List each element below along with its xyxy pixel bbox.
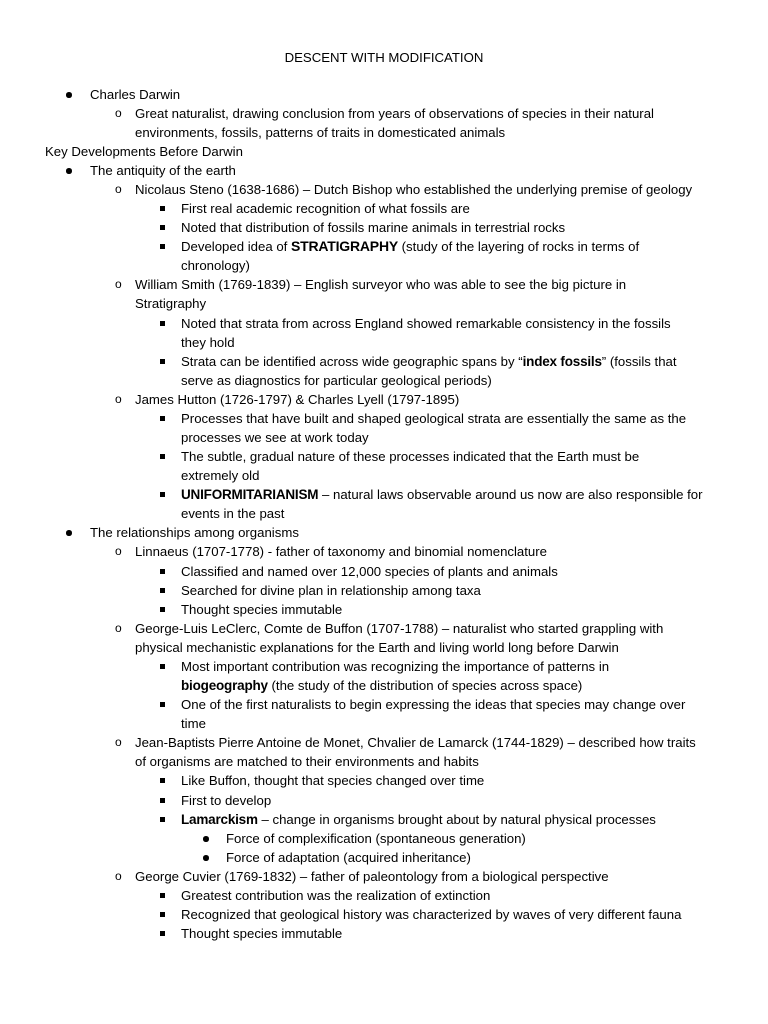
- item-text: The subtle, gradual nature of these processes indicated that the Earth must be: [181, 449, 640, 464]
- item-text-part: – natural laws observable around us now are also responsible for: [318, 487, 703, 502]
- item-text: of organisms are matched to their environments and habits: [135, 754, 479, 769]
- item-text: processes we see at work today: [181, 430, 369, 445]
- list-item: [0, 314, 768, 333]
- item-text: [181, 352, 677, 371]
- list-item: [0, 390, 768, 409]
- list-item: [0, 562, 768, 581]
- item-text: George-Luis LeClerc, Comte de Buffon (1707-1788) – naturalist who started grappling with: [135, 621, 664, 636]
- list-item: [0, 657, 768, 676]
- square-bullet-icon: [160, 359, 165, 364]
- item-text-part: ” (fossils that: [601, 354, 677, 369]
- list-item: [0, 581, 768, 600]
- item-text: [181, 485, 702, 504]
- item-text: Noted that distribution of fossils marine animals in terrestrial rocks: [181, 220, 566, 235]
- circle-bullet-icon: o: [115, 392, 122, 406]
- list-item-continuation: [0, 123, 768, 142]
- list-item: [0, 810, 768, 829]
- item-text: Classified and named over 12,000 species of plants and animals: [181, 564, 558, 579]
- keyword: STRATIGRAPHY: [290, 238, 398, 254]
- square-bullet-icon: [160, 664, 165, 669]
- circle-bullet-icon: o: [115, 106, 122, 120]
- bullet-icon: [66, 168, 72, 174]
- bullet-icon: [66, 92, 72, 98]
- list-item-continuation: [0, 466, 768, 485]
- list-item: [0, 771, 768, 790]
- list-item: [0, 829, 768, 848]
- item-text: they hold: [181, 335, 235, 350]
- item-text: First real academic recognition of what fossils are: [181, 201, 470, 216]
- square-bullet-icon: [160, 492, 165, 497]
- item-text: James Hutton (1726-1797) & Charles Lyell (1797-1895): [135, 392, 460, 407]
- list-item: [0, 523, 768, 542]
- keyword: Lamarckism: [181, 812, 258, 827]
- square-bullet-icon: [160, 206, 165, 211]
- item-text: environments, fossils, patterns of traits in domesticated animals: [135, 125, 506, 140]
- list-item-continuation: [0, 371, 768, 390]
- list-item: [0, 352, 768, 371]
- list-item: [0, 600, 768, 619]
- circle-bullet-icon: o: [115, 735, 122, 749]
- item-text: [181, 676, 582, 695]
- item-text-part: – change in organisms brought about by natural physical processes: [257, 812, 656, 827]
- item-text: The relationships among organisms: [90, 525, 299, 540]
- list-item: [0, 867, 768, 886]
- bullet-icon: [66, 530, 72, 536]
- square-bullet-icon: [160, 225, 165, 230]
- heading-text: Key Developments Before Darwin: [45, 144, 243, 159]
- list-item: [0, 924, 768, 943]
- bullet-icon: [203, 836, 209, 842]
- square-bullet-icon: [160, 798, 165, 803]
- item-text: [181, 237, 639, 256]
- list-item: [0, 848, 768, 867]
- square-bullet-icon: [160, 778, 165, 783]
- item-text: Nicolaus Steno (1638-1686) – Dutch Bishop who established the underlying premise of geology: [135, 182, 693, 197]
- item-text: The antiquity of the earth: [90, 163, 236, 178]
- item-text: Force of adaptation (acquired inheritance): [226, 850, 471, 865]
- item-text: [181, 810, 656, 829]
- item-text: Thought species immutable: [181, 926, 343, 941]
- item-text-part: Strata can be identified across wide geographic spans by “: [181, 354, 523, 369]
- list-item-continuation: [0, 333, 768, 352]
- square-bullet-icon: [160, 607, 165, 612]
- item-text: William Smith (1769-1839) – English surveyor who was able to see the big picture in: [135, 277, 627, 292]
- list-item: [0, 905, 768, 924]
- square-bullet-icon: [160, 321, 165, 326]
- list-item: [0, 447, 768, 466]
- circle-bullet-icon: o: [115, 869, 122, 883]
- square-bullet-icon: [160, 416, 165, 421]
- circle-bullet-icon: o: [115, 544, 122, 558]
- item-text: Great naturalist, drawing conclusion from years of observations of species in their natural: [135, 106, 654, 121]
- item-text: Most important contribution was recognizing the importance of patterns in: [181, 659, 610, 674]
- item-text-part: (study of the layering of rocks in terms of: [398, 239, 640, 254]
- list-item-continuation: [0, 638, 768, 657]
- square-bullet-icon: [160, 817, 165, 822]
- item-text: Processes that have built and shaped geological strata are essentially the same as the: [181, 411, 687, 426]
- item-text: Greatest contribution was the realization of extinction: [181, 888, 491, 903]
- list-item-continuation: [0, 428, 768, 447]
- item-text: Thought species immutable: [181, 602, 343, 617]
- list-item: [0, 85, 768, 104]
- item-text: George Cuvier (1769-1832) – father of paleontology from a biological perspective: [135, 869, 609, 884]
- section-heading: [0, 142, 768, 161]
- list-item: [0, 791, 768, 810]
- list-item: [0, 104, 768, 123]
- item-text: First to develop: [181, 793, 272, 808]
- item-text: chronology): [181, 258, 250, 273]
- item-text-part: (the study of the distribution of species across space): [267, 678, 583, 693]
- list-item: [0, 161, 768, 180]
- list-item: [0, 542, 768, 561]
- square-bullet-icon: [160, 702, 165, 707]
- item-text: Stratigraphy: [135, 296, 207, 311]
- keyword: UNIFORMITARIANISM: [181, 487, 319, 502]
- list-item-continuation: [0, 504, 768, 523]
- item-text: Linnaeus (1707-1778) - father of taxonomy and binomial nomenclature: [135, 544, 547, 559]
- list-item-continuation: [0, 294, 768, 313]
- list-item-continuation: [0, 256, 768, 275]
- bullet-icon: [203, 855, 209, 861]
- item-text: Jean-Baptists Pierre Antoine de Monet, Chvalier de Lamarck (1744-1829) – described how traits: [135, 735, 696, 750]
- list-item: [0, 695, 768, 714]
- item-text: serve as diagnostics for particular geological periods): [181, 373, 492, 388]
- item-text: events in the past: [181, 506, 285, 521]
- list-item: [0, 886, 768, 905]
- item-text: Charles Darwin: [90, 87, 181, 102]
- list-item: [0, 180, 768, 199]
- list-item: [0, 275, 768, 294]
- item-text: Like Buffon, thought that species changed over time: [181, 773, 485, 788]
- item-text: Recognized that geological history was characterized by waves of very different fauna: [181, 907, 682, 922]
- item-text: One of the first naturalists to begin expressing the ideas that species may change over: [181, 697, 686, 712]
- item-text: physical mechanistic explanations for the Earth and living world long before Darwin: [135, 640, 619, 655]
- item-text: time: [181, 716, 206, 731]
- square-bullet-icon: [160, 893, 165, 898]
- list-item: [0, 199, 768, 218]
- list-item: [0, 218, 768, 237]
- square-bullet-icon: [160, 244, 165, 249]
- circle-bullet-icon: o: [115, 182, 122, 196]
- square-bullet-icon: [160, 588, 165, 593]
- list-item: [0, 409, 768, 428]
- list-item-continuation: [0, 714, 768, 733]
- square-bullet-icon: [160, 912, 165, 917]
- list-item: [0, 619, 768, 638]
- keyword: biogeography: [181, 678, 268, 693]
- list-item: [0, 485, 768, 504]
- square-bullet-icon: [160, 454, 165, 459]
- item-text: Searched for divine plan in relationship among taxa: [181, 583, 481, 598]
- keyword: index fossils: [522, 354, 602, 369]
- list-item: [0, 733, 768, 752]
- circle-bullet-icon: o: [115, 277, 122, 291]
- item-text: Force of complexification (spontaneous generation): [226, 831, 526, 846]
- list-item-continuation: [0, 752, 768, 771]
- list-item-continuation: [0, 676, 768, 695]
- item-text-part: Developed idea of: [181, 239, 291, 254]
- item-text: Noted that strata from across England showed remarkable consistency in the fossils: [181, 316, 671, 331]
- circle-bullet-icon: o: [115, 621, 122, 635]
- list-item: [0, 237, 768, 256]
- square-bullet-icon: [160, 931, 165, 936]
- page-title: DESCENT WITH MODIFICATION: [284, 50, 484, 65]
- square-bullet-icon: [160, 569, 165, 574]
- item-text: extremely old: [181, 468, 260, 483]
